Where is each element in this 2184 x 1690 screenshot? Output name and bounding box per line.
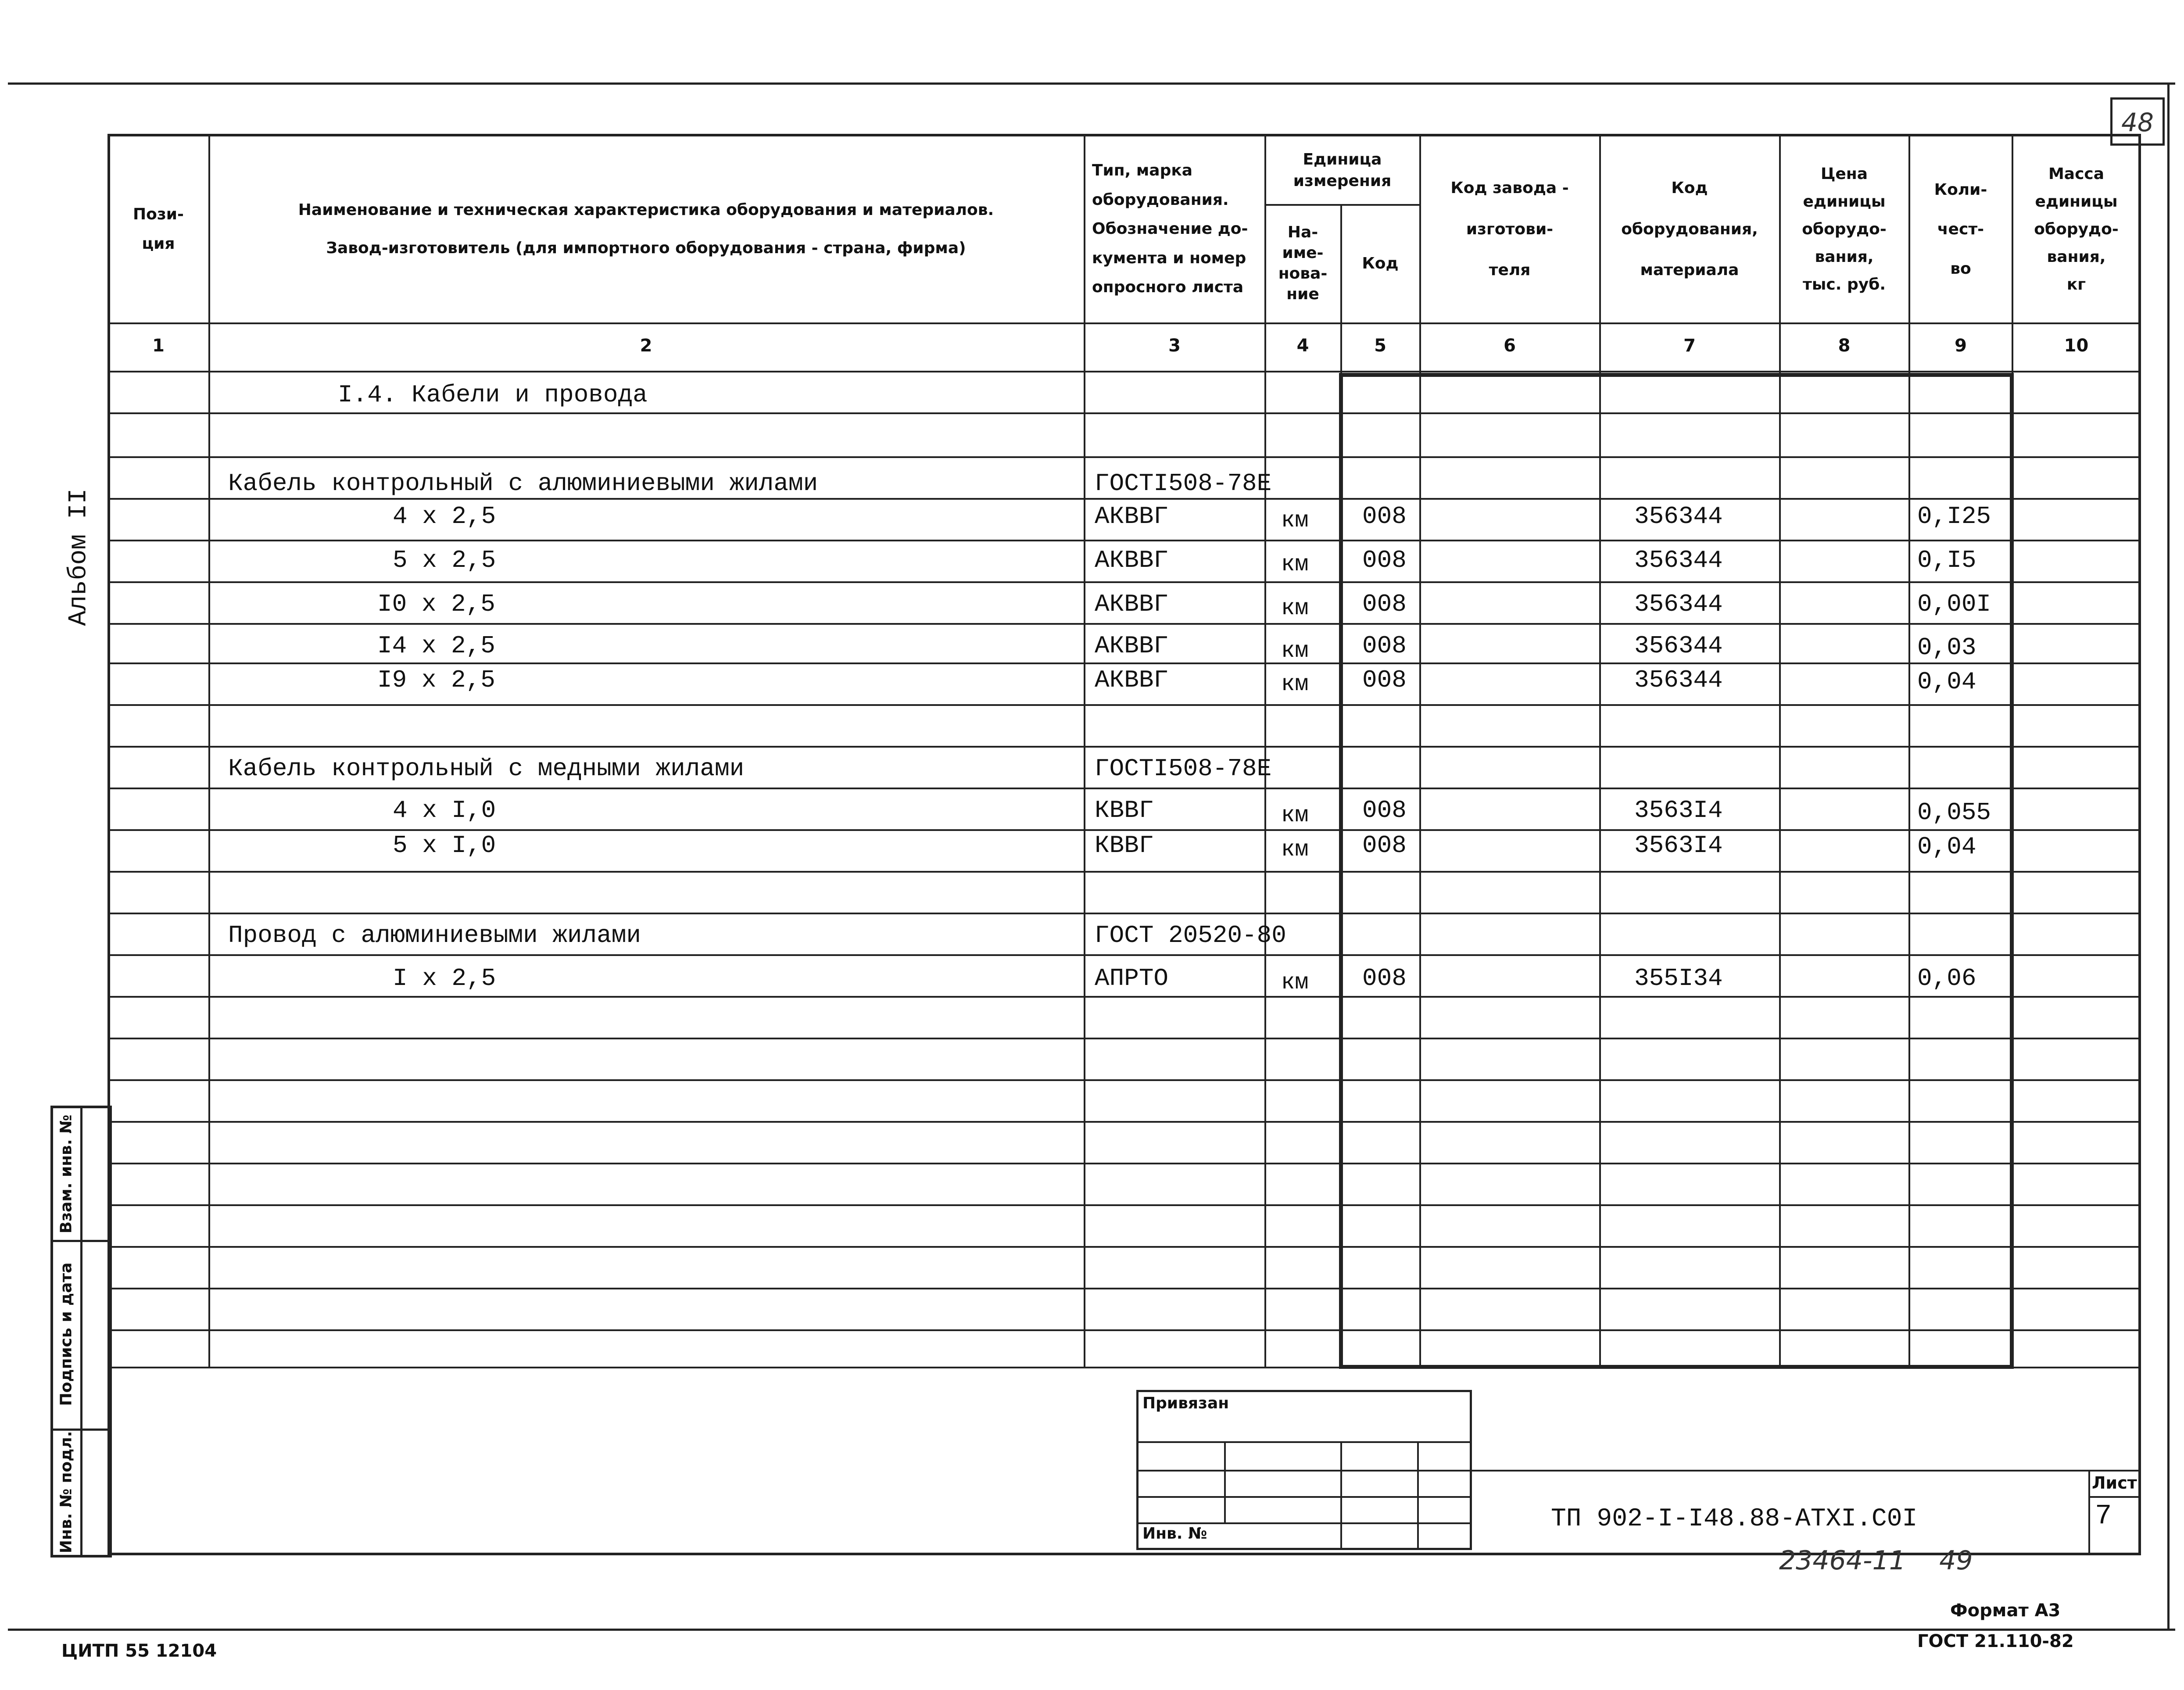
header-bottom bbox=[107, 322, 2141, 324]
column-number: 8 bbox=[1838, 336, 1851, 356]
stamp-original-inv: Инв. № подл. bbox=[57, 1431, 75, 1554]
binding-line bbox=[1136, 1496, 1472, 1498]
colnum-bottom bbox=[107, 371, 2141, 372]
row-line bbox=[107, 913, 2141, 914]
binding-divider bbox=[1417, 1441, 1419, 1550]
row-line bbox=[107, 954, 2141, 956]
row-unit-code: 008 bbox=[1362, 964, 1407, 992]
row-quantity: 0,055 bbox=[1917, 798, 1991, 827]
row-unit: км bbox=[1281, 638, 1309, 664]
row-equipment-code: 356344 bbox=[1634, 502, 1723, 530]
row-unit: км bbox=[1281, 508, 1309, 533]
row-unit: км bbox=[1281, 970, 1309, 995]
table-body-bottom bbox=[107, 1367, 2141, 1368]
row-unit: км bbox=[1281, 595, 1309, 621]
row-line bbox=[107, 996, 2141, 998]
column-number: 6 bbox=[1504, 336, 1516, 356]
row-line bbox=[107, 540, 2141, 541]
stamp-replacement-inv: Взам. инв. № bbox=[57, 1114, 75, 1234]
row-unit-code: 008 bbox=[1362, 502, 1407, 530]
top-rule bbox=[8, 82, 2175, 85]
gost-label: ГОСТ 21.110-82 bbox=[1917, 1631, 2074, 1651]
row-line bbox=[107, 662, 2141, 664]
row-line bbox=[107, 623, 2141, 625]
header-price: Цена единицы оборудо- вания, тыс. руб. bbox=[1802, 165, 1887, 294]
row-name: 4 х 2,5 bbox=[393, 502, 496, 530]
row-quantity: 0,06 bbox=[1917, 964, 1976, 992]
row-unit-code: 008 bbox=[1362, 632, 1407, 660]
row-equipment-code: 3563I4 bbox=[1634, 796, 1723, 824]
row-line bbox=[107, 1163, 2141, 1164]
binding-line bbox=[1136, 1441, 1472, 1443]
row-name: 5 х 2,5 bbox=[393, 546, 496, 574]
row-type: АКВВГ bbox=[1095, 546, 1169, 574]
binding-divider bbox=[1224, 1441, 1226, 1522]
header-type: Тип, марка оборудования. Обозначение до- кумента и номер опросного листа bbox=[1092, 161, 1248, 297]
column-number: 9 bbox=[1955, 336, 1967, 356]
section-title: I.4. Кабели и провода bbox=[338, 381, 648, 409]
row-equipment-code: 356344 bbox=[1634, 666, 1723, 694]
column-number: 5 bbox=[1374, 336, 1386, 356]
row-type: АКВВГ bbox=[1095, 590, 1169, 618]
row-quantity: 0,I25 bbox=[1917, 502, 1991, 530]
handwritten-inventory: 23464-11 49 bbox=[1779, 1545, 1973, 1576]
row-quantity: 0,04 bbox=[1917, 668, 1976, 696]
col-divider bbox=[1779, 134, 1781, 1367]
row-name: Кабель контрольный с медными жилами bbox=[228, 755, 745, 783]
header-name: Наименование и техническая характеристика оборудования и материалов. Завод-изготовитель (для импортного оборудования - страна, фирма) bbox=[298, 201, 994, 257]
col-divider bbox=[1084, 134, 1085, 1367]
header-factory-code: Код завода - изготови- теля bbox=[1450, 179, 1569, 279]
row-type: АКВВГ bbox=[1095, 502, 1169, 530]
row-name: I х 2,5 bbox=[393, 964, 496, 992]
row-line bbox=[107, 1038, 2141, 1039]
header-position: Пози- ция bbox=[133, 205, 184, 253]
binding-divider bbox=[1340, 1441, 1342, 1550]
header-quantity: Коли- чест- во bbox=[1934, 180, 1987, 278]
approval-stamp bbox=[50, 1106, 112, 1558]
row-equipment-code: 3563I4 bbox=[1634, 831, 1723, 859]
row-quantity: 0,04 bbox=[1917, 833, 1976, 861]
col-divider bbox=[2012, 134, 2013, 1367]
row-unit: км bbox=[1281, 551, 1309, 577]
row-type: АПРТО bbox=[1095, 964, 1169, 992]
row-line bbox=[107, 871, 2141, 873]
column-number: 10 bbox=[2064, 336, 2089, 356]
sheet-divider bbox=[2088, 1470, 2090, 1555]
binding-label: Привязан bbox=[1142, 1394, 1229, 1412]
row-line bbox=[107, 746, 2141, 748]
row-line bbox=[107, 1329, 2141, 1331]
row-name: 5 х I,0 bbox=[393, 831, 496, 859]
row-line bbox=[107, 581, 2141, 583]
format-label: Формат А3 bbox=[1950, 1600, 2061, 1621]
row-equipment-code: 356344 bbox=[1634, 632, 1723, 660]
row-unit: км bbox=[1281, 802, 1309, 828]
inventory-label: Инв. № bbox=[1142, 1525, 1207, 1543]
row-unit: км bbox=[1281, 671, 1309, 697]
header-unit-name: На- име- нова- ние bbox=[1278, 223, 1328, 303]
row-type: ГОСТ 20520-80 bbox=[1095, 921, 1286, 949]
row-type: АКВВГ bbox=[1095, 632, 1169, 660]
column-number: 7 bbox=[1683, 336, 1696, 356]
row-quantity: 0,00I bbox=[1917, 590, 1991, 618]
row-type: АКВВГ bbox=[1095, 666, 1169, 694]
row-equipment-code: 356344 bbox=[1634, 546, 1723, 574]
row-quantity: 0,I5 bbox=[1917, 546, 1976, 574]
row-line bbox=[107, 1121, 2141, 1123]
row-unit-code: 008 bbox=[1362, 666, 1407, 694]
row-line bbox=[107, 704, 2141, 706]
header-unit-code: Код bbox=[1362, 254, 1399, 272]
row-line bbox=[107, 1079, 2141, 1081]
sheet-number: 7 bbox=[2095, 1500, 2112, 1532]
row-name: I9 х 2,5 bbox=[377, 666, 495, 694]
col-divider bbox=[1599, 134, 1601, 1367]
row-line bbox=[107, 829, 2141, 831]
row-name: Кабель контрольный с алюминиевыми жилами bbox=[228, 469, 818, 498]
row-unit-code: 008 bbox=[1362, 546, 1407, 574]
row-type: ГОСТI508-78Е bbox=[1095, 469, 1272, 498]
row-name: 4 х I,0 bbox=[393, 796, 496, 824]
col-divider bbox=[1419, 134, 1421, 1367]
row-unit-code: 008 bbox=[1362, 590, 1407, 618]
column-number: 3 bbox=[1168, 336, 1181, 356]
row-name: I4 х 2,5 bbox=[377, 632, 495, 660]
publisher-code: ЦИТП 55 12104 bbox=[61, 1641, 217, 1661]
row-unit: км bbox=[1281, 837, 1309, 863]
stamp-signature-date: Подпись и дата bbox=[57, 1262, 75, 1406]
sheet-label: Лист bbox=[2092, 1473, 2137, 1493]
header-mass: Масса единицы оборудо- вания, кг bbox=[2034, 165, 2119, 294]
col-divider bbox=[1908, 134, 1910, 1367]
header-unit-group: Единица измерения bbox=[1293, 150, 1392, 190]
row-name: Провод с алюминиевыми жилами bbox=[228, 921, 641, 949]
sheet-line bbox=[2088, 1496, 2141, 1498]
row-name: I0 х 2,5 bbox=[377, 590, 495, 618]
row-equipment-code: 356344 bbox=[1634, 590, 1723, 618]
binding-line bbox=[1136, 1522, 1472, 1524]
col-divider bbox=[208, 134, 210, 1367]
title-line bbox=[1472, 1470, 2141, 1472]
unit-group-divider bbox=[1264, 204, 1419, 206]
bottom-rule bbox=[8, 1629, 2175, 1631]
right-rule bbox=[2167, 82, 2170, 1629]
row-line bbox=[107, 1204, 2141, 1206]
document-code: ТП 902-I-I48.88-АТХI.С0I bbox=[1551, 1505, 1918, 1533]
row-line bbox=[107, 1288, 2141, 1289]
row-line bbox=[107, 412, 2141, 414]
row-type: КВВГ bbox=[1095, 796, 1154, 824]
header-equipment-code: Код оборудования, материала bbox=[1621, 179, 1758, 279]
row-line bbox=[107, 788, 2141, 789]
row-type: КВВГ bbox=[1095, 831, 1154, 859]
binding-line bbox=[1136, 1470, 1472, 1472]
row-line bbox=[107, 456, 2141, 458]
album-label: Альбом II bbox=[64, 488, 93, 626]
row-unit-code: 008 bbox=[1362, 796, 1407, 824]
row-quantity: 0,03 bbox=[1917, 634, 1976, 662]
row-equipment-code: 355I34 bbox=[1634, 964, 1723, 992]
row-line bbox=[107, 498, 2141, 500]
page-number: 48 bbox=[2121, 107, 2154, 137]
row-unit-code: 008 bbox=[1362, 831, 1407, 859]
column-number: 2 bbox=[640, 336, 652, 356]
col-divider bbox=[1340, 204, 1342, 1367]
row-type: ГОСТI508-78Е bbox=[1095, 755, 1272, 783]
column-number: 1 bbox=[152, 336, 165, 356]
row-line bbox=[107, 1246, 2141, 1248]
column-number: 4 bbox=[1296, 336, 1309, 356]
